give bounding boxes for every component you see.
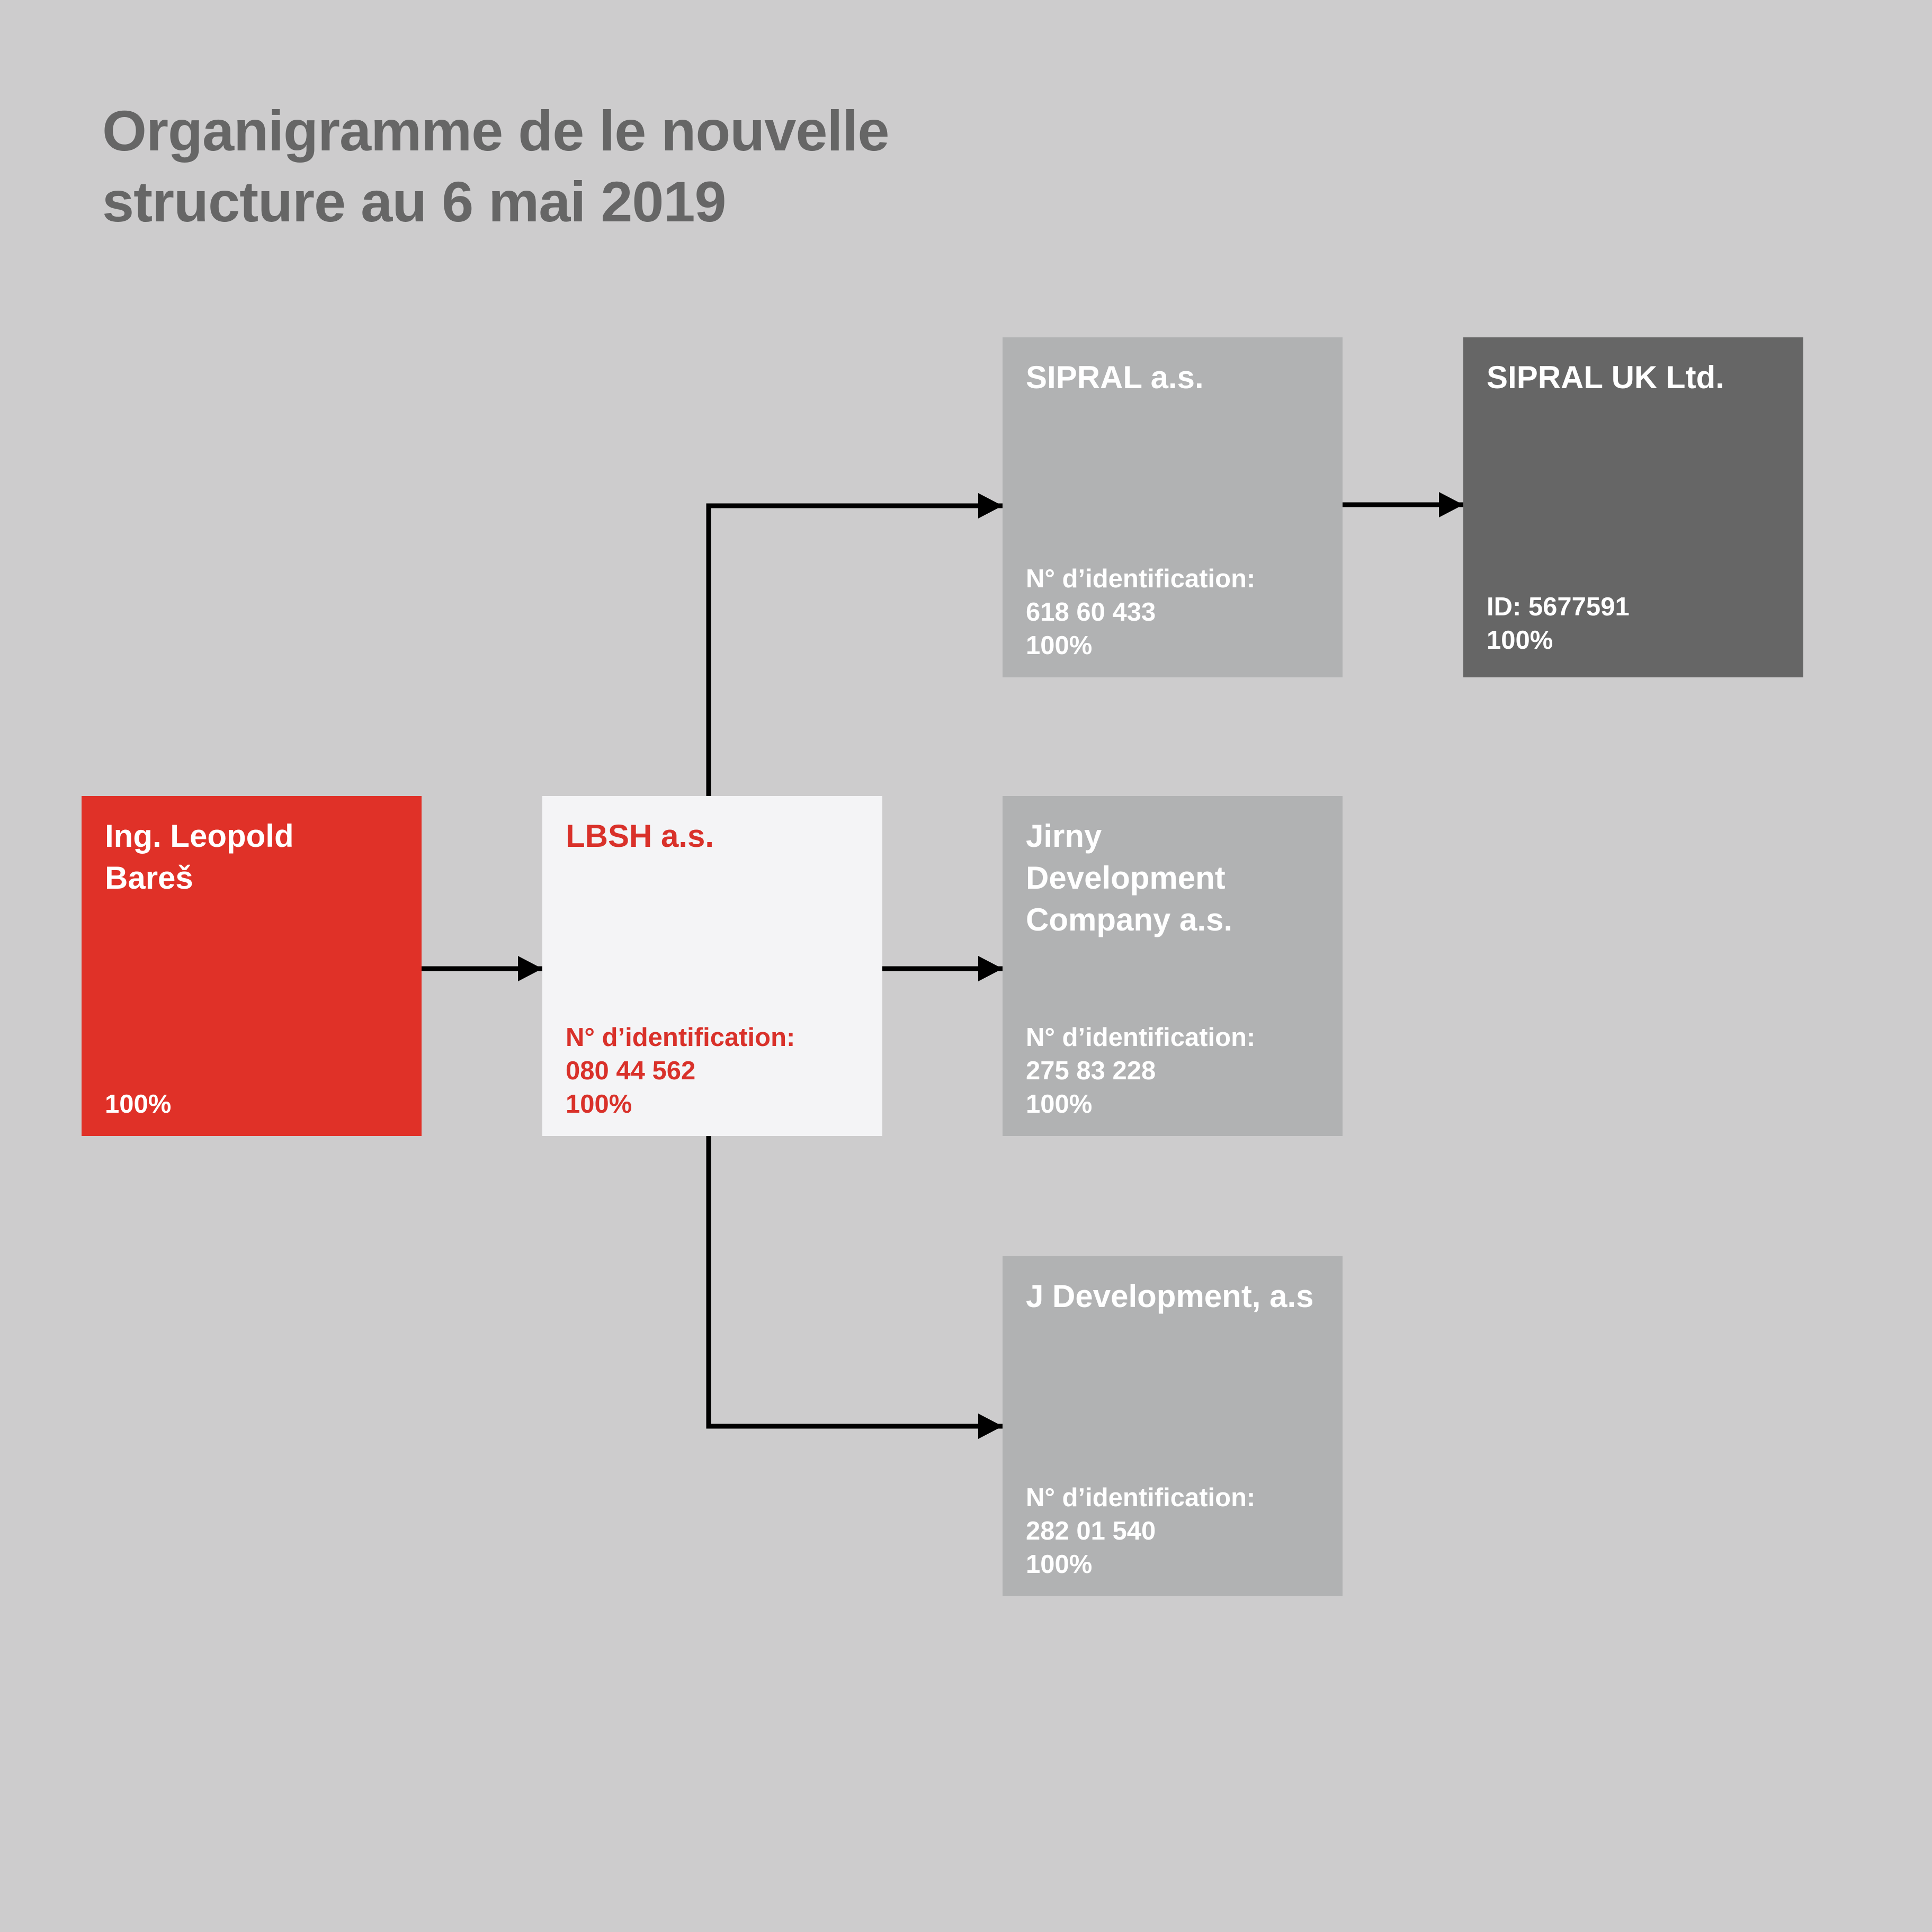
diagram-title [102,95,889,237]
node-jirny-name-line-2: Development [1026,860,1226,896]
node-leopold-name-line-2: Bareš [105,860,193,896]
node-sipral-uk-name-line-1: SIPRAL UK Ltd. [1487,360,1724,395]
node-sipral-id-label: N° d’identification: [1026,565,1256,593]
node-jdev-info [1026,1481,1255,1581]
node-lbsh-id-label: N° d’identification: [566,1023,795,1052]
node-jdev-name [1026,1275,1319,1317]
node-lbsh [542,796,882,1136]
diagram-title-line-1: Organigramme de le nouvelle [102,99,889,163]
node-jdev-id-label: N° d’identification: [1026,1483,1256,1512]
node-jdev-id-value: 282 01 540 [1026,1517,1156,1545]
node-sipral-name-line-1: SIPRAL a.s. [1026,360,1204,395]
node-jdev-name-line-1: J Development, a.s [1026,1278,1314,1314]
node-lbsh-info [566,1021,795,1121]
node-j-development [1003,1256,1343,1596]
node-lbsh-name-line-1: LBSH a.s. [566,818,714,854]
node-jirny-name-line-3: Company a.s. [1026,902,1233,937]
node-sipral [1003,337,1343,677]
node-jdev-share: 100% [1026,1550,1093,1579]
node-leopold-name-line-1: Ing. Leopold [105,818,294,854]
node-sipral-share: 100% [1026,631,1093,660]
node-sipral-info [1026,562,1255,663]
node-jirny-info [1026,1021,1255,1121]
node-jirny-name-line-1: Jirny [1026,818,1102,854]
node-jirny-name [1026,815,1319,941]
node-jirny-development [1003,796,1343,1136]
node-sipral-uk-info [1487,591,1630,657]
node-lbsh-name [566,815,859,857]
connector-lbsh-to-sipral [709,506,1003,796]
node-sipral-uk-name [1487,356,1780,398]
node-lbsh-share: 100% [566,1090,632,1119]
node-leopold-share: 100% [105,1090,172,1119]
node-sipral-uk-id-value: ID: 5677591 [1487,593,1630,621]
node-sipral-id-value: 618 60 433 [1026,598,1156,627]
node-lbsh-id-value: 080 44 562 [566,1057,696,1085]
node-jirny-id-label: N° d’identification: [1026,1023,1256,1052]
node-leopold-info [105,1088,171,1121]
diagram-title-line-2: structure au 6 mai 2019 [102,169,726,234]
connector-lbsh-to-jdev [709,1136,1003,1426]
node-leopold-name [105,815,398,899]
node-leopold-bares [82,796,422,1136]
node-sipral-uk-share: 100% [1487,626,1553,655]
node-jirny-id-value: 275 83 228 [1026,1057,1156,1085]
node-sipral-name [1026,356,1319,398]
node-sipral-uk [1463,337,1803,677]
node-jirny-share: 100% [1026,1090,1093,1119]
